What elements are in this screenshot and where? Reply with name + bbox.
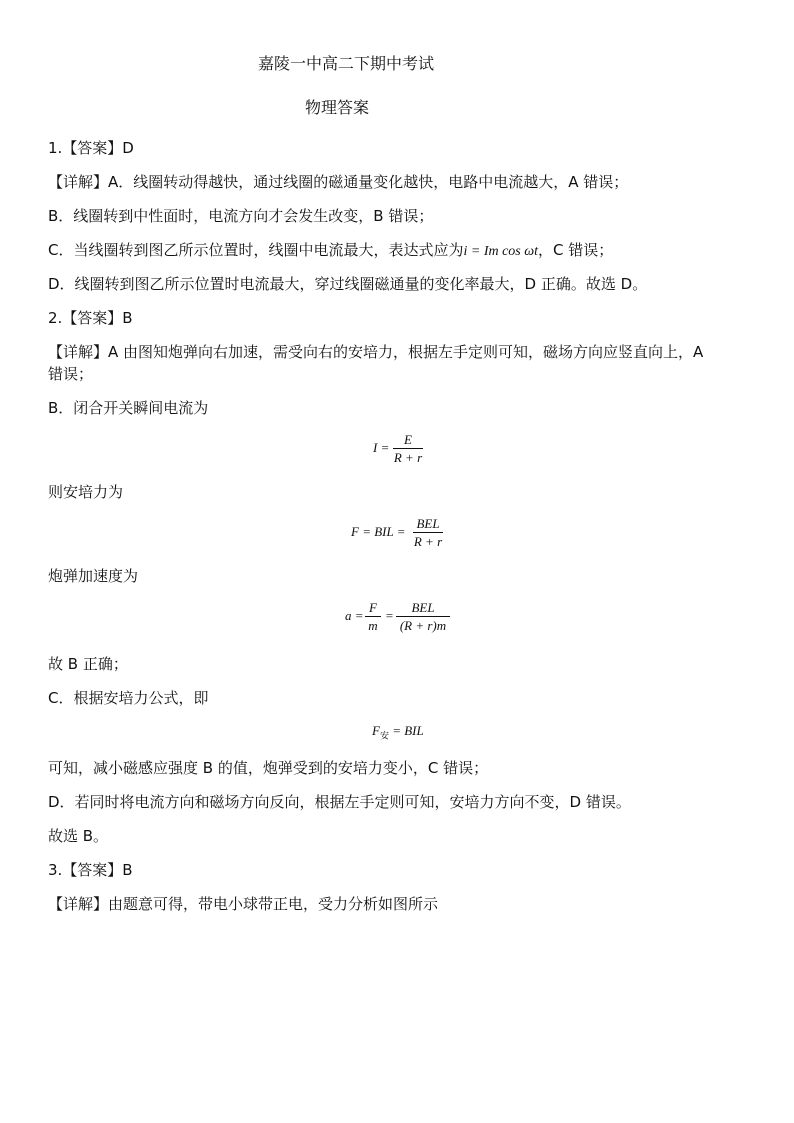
eq3-numerator2: BEL [411,600,435,615]
q1-option-c [48,240,613,262]
eq2-lhs: F = BIL = [351,524,406,539]
fraction-bar [393,448,423,449]
fraction-bar [413,532,443,533]
eq3-denominator1: m [368,618,378,633]
q2-detail-a-line1: 【详解】A 由图知炮弹向右加速，需受向右的安培力，根据左手定则可知，磁场方向应竖直向上，A [48,343,704,361]
q2-answer: 2.【答案】B [48,309,133,327]
eq3-denominator2: (R + r)m [399,618,447,633]
eq3-fraction1 [365,600,381,633]
q1-c-suffix: ，C 错误； [538,241,614,259]
q2-c-conclusion: 可知，减小磁感应强度 B 的值，炮弹受到的安培力变小，C 错误； [48,759,489,777]
equation-ampere-force [372,723,424,744]
eq4-subscript: 安 [379,730,389,741]
q1-c-prefix: C．当线圈转到图乙所示位置时，线圈中电流最大，表达式应为 [48,241,464,259]
eq3-fraction2 [396,600,450,633]
q3-detail: 【详解】由题意可得，带电小球带正电，受力分析如图所示 [48,895,439,913]
q2-option-c: C．根据安培力公式，即 [48,689,209,707]
q2-final: 故选 B。 [48,827,109,845]
eq3-lhs: a = [345,608,364,623]
q2-detail-a-line2: 错误； [48,365,94,383]
page-title: 嘉陵一中高二下期中考试 [258,54,435,73]
eq1-fraction [393,432,423,465]
q1-detail-a: 【详解】A．线圈转动得越快，通过线圈的磁通量变化越快，电路中电流越大，A 错误； [48,173,629,191]
fraction-bar [365,616,381,617]
eq4-rhs: = BIL [392,723,424,738]
q2-option-b: B．闭合开关瞬间电流为 [48,399,209,417]
q1-answer: 1.【答案】D [48,139,134,157]
eq3-numerator1: F [369,600,377,615]
eq1-lhs: I = [373,440,390,455]
q1-option-b: B．线圈转到中性面时，电流方向才会发生改变，B 错误； [48,207,434,225]
q2-b-conclusion: 故 B 正确； [48,655,128,673]
q1-option-d: D．线圈转到图乙所示位置时电流最大，穿过线圈磁通量的变化率最大，D 正确。故选 D。 [48,275,648,293]
q1-c-formula: i = Im cos ωt [463,244,539,259]
eq2-denominator: R + r [413,534,443,549]
eq1-denominator: R + r [393,450,423,465]
fraction-bar [396,616,450,617]
eq2-fraction [413,516,443,549]
eq1-numerator: E [404,432,412,447]
q2-accel-label: 炮弹加速度为 [48,567,139,585]
eq3-equals: = [385,608,394,623]
page-subtitle: 物理答案 [305,98,370,117]
eq2-numerator: BEL [416,516,440,531]
q3-answer: 3.【答案】B [48,861,133,879]
eq4-lhs: F [372,723,380,738]
q2-force-label: 则安培力为 [48,483,124,501]
q2-option-d: D．若同时将电流方向和磁场方向反向，根据左手定则可知，安培力方向不变，D 错误。 [48,793,631,811]
